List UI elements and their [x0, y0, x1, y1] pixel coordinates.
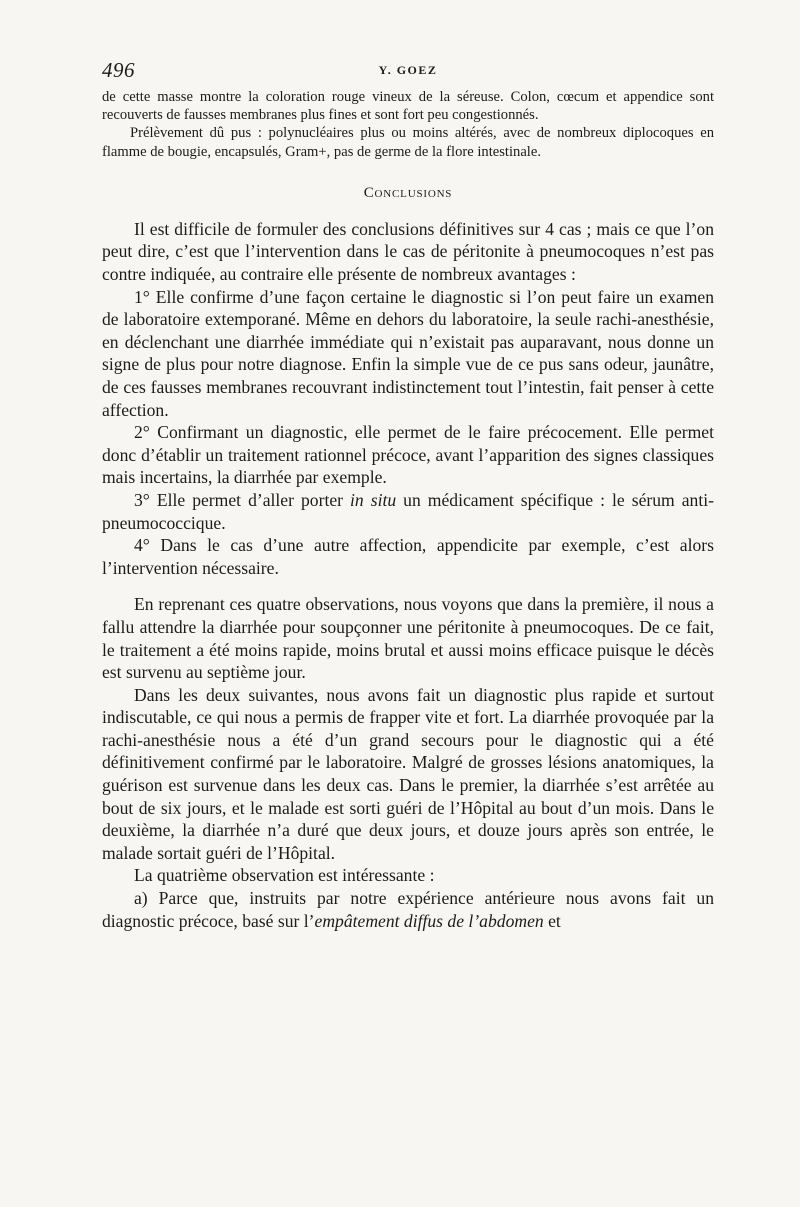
- body-paragraph-9-end: et: [543, 910, 561, 931]
- body-paragraph-9-start: a) Parce que, instruits par notre expérience antérieure nous avons fait un diagnostic précoce, basé sur l’: [102, 888, 714, 931]
- body-paragraph-3: 2° Confirmant un diagnostic, elle permet de le faire précocement. Elle permet donc d’établir un traitement rationnel précoce, avant l’apparition des signes classiques mais incertains, la diarrhée par exemple.: [102, 422, 714, 488]
- body-paragraph-6: En reprenant ces quatre observations, nous voyons que dans la première, il nous a fallu attendre la diarrhée pour soupçonner une péritonite à pneumocoques. De ce fait, le traitement a été moins rapide, moins brutal et aussi moins efficace puisque le décès est survenu au septième jour.: [102, 594, 714, 683]
- body-paragraph-4: [102, 489, 714, 534]
- running-head: Y. GOEZ: [378, 63, 438, 77]
- body-paragraph-9-italic: empâtement diffus de l’abdomen: [314, 910, 544, 931]
- body-paragraph-5: 4° Dans le cas d’une autre affection, appendicite par exemple, c’est alors l’intervention nécessaire.: [102, 535, 714, 578]
- intro-block: [102, 88, 714, 161]
- intro-paragraph-1: de cette masse montre la coloration rouge vineux de la séreuse. Colon, cœcum et appendice sont recouverts de fausses membranes plus fines et sont fort peu congestionnés.: [102, 89, 714, 124]
- page: [102, 58, 714, 932]
- section-title: [102, 185, 714, 202]
- body-paragraph-7: Dans les deux suivantes, nous avons fait un diagnostic plus rapide et surtout indiscutable, ce qui nous a permis de frapper vite et fort. La diarrhée provoquée par la rachi-anesthésie nous a été d’un grand secours pour le diagnostic qui a été définitivement confirmé par le laboratoire. Malgré de grosses lésions anatomiques, la guérison est survenue dans les deux cas. Dans le premier, la diarrhée s’est arrêtée au bout de six jours, et le malade est sorti guéri de l’Hôpital au bout d’un mois. Dans le deuxième, la diarrhée n’a duré que deux jours, et douze jours après son entrée, le malade sortait guéri de l’Hôpital.: [102, 684, 714, 863]
- body-paragraph-4-start: 3° Elle permet d’aller porter: [134, 489, 351, 510]
- body-paragraph-2: 1° Elle confirme d’une façon certaine le diagnostic si l’on peut faire un examen de laboratoire extemporané. Même en dehors du laboratoire, la seule rachi-anesthésie, en déclenchant une diarrhée immédiate qui n’existait pas auparavant, nous donne un signe de plus pour notre diagnose. Enfin la simple vue de ce pus sans odeur, jaunâtre, de ces fausses membranes recouvrant indistinctement tout l’intestin, fait penser à cette affection.: [102, 286, 714, 420]
- body-paragraph-9: [102, 887, 714, 932]
- body-paragraph-4-italic: in situ: [350, 489, 397, 510]
- page-number: 496: [102, 58, 135, 82]
- body-paragraph-1: Il est difficile de formuler des conclusions définitives sur 4 cas ; mais ce que l’on peut dire, c’est que l’intervention dans le cas de péritonite à pneumocoques n’est pas contre indiquée, au contraire elle présente de nombreux avantages :: [102, 218, 714, 284]
- section-title-text: Conclusions: [363, 184, 453, 201]
- body-paragraph-8: La quatrième observation est intéressante :: [134, 865, 435, 886]
- page-header: [102, 58, 714, 88]
- body-text: [102, 218, 714, 932]
- intro-paragraph-2: Prélèvement dû pus : polynucléaires plus ou moins altérés, avec de nombreux diplocoques en flamme de bougie, encapsulés, Gram+, pas de germe de la flore intestinale.: [102, 125, 714, 160]
- body-paragraph-4-end: un médicament spécifique : le sérum anti-pneumococcique.: [102, 489, 714, 533]
